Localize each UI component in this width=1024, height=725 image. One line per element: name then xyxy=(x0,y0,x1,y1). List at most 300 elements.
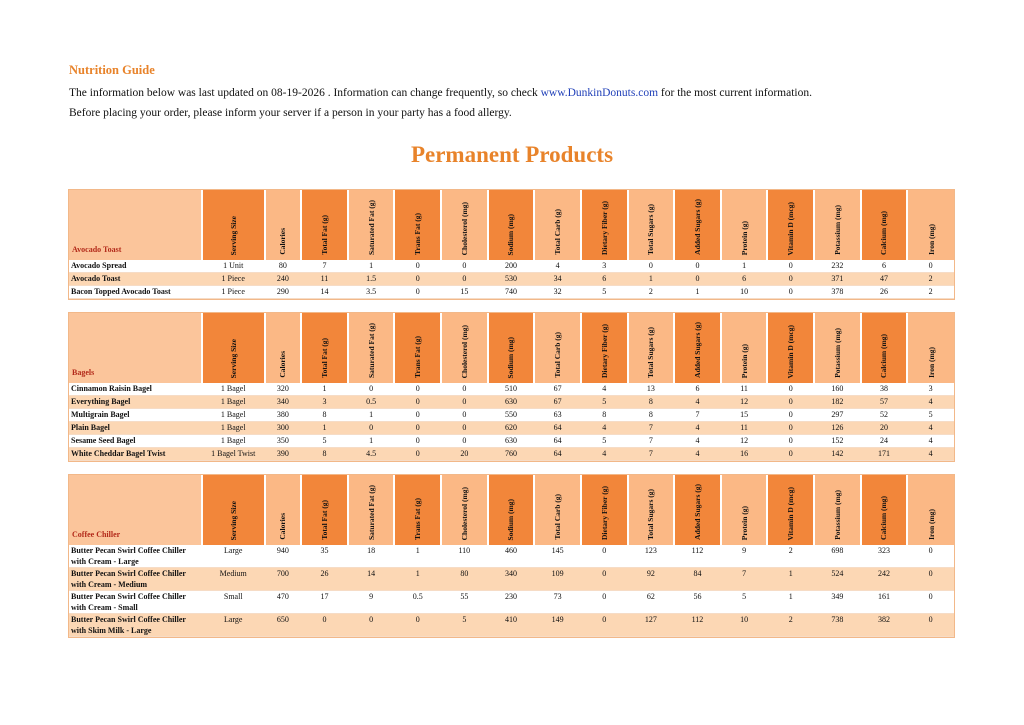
cell-cholesterol-mg: 0 xyxy=(441,435,488,448)
cell-vitamin-d-mcg: 0 xyxy=(767,286,814,299)
column-header-label: Potassium (mg) xyxy=(832,490,842,540)
cell-total-sugars-g: 7 xyxy=(628,435,675,448)
column-header-calories xyxy=(265,190,301,260)
cell-added-sugars-g: 4 xyxy=(674,396,721,409)
column-header-label: Potassium (mg) xyxy=(832,205,842,255)
column-header-vitamin-d-mcg xyxy=(767,313,814,383)
column-header-cholesterol-mg xyxy=(441,313,488,383)
column-header-label: Vitamin D (mcg) xyxy=(786,486,796,540)
column-header-calcium-mg xyxy=(861,313,908,383)
cell-calories: 940 xyxy=(265,545,301,568)
column-header-protein-g xyxy=(721,313,768,383)
cell-iron-mg: 0 xyxy=(907,568,954,591)
cell-calories: 300 xyxy=(265,422,301,435)
cell-dietary-fiber-g: 6 xyxy=(581,273,628,286)
cell-calcium-mg: 6 xyxy=(861,260,908,273)
column-header-label: Cholesterol (mg) xyxy=(459,486,469,540)
cell-added-sugars-g: 0 xyxy=(674,273,721,286)
column-header-label: Protein (g) xyxy=(739,220,749,255)
column-header-label: Dietary Fiber (g) xyxy=(599,485,609,540)
column-header-label: Total Sugars (g) xyxy=(646,204,656,255)
cell-dietary-fiber-g: 0 xyxy=(581,591,628,614)
coffee-chiller-table-block xyxy=(68,474,955,638)
cell-sodium-mg: 510 xyxy=(488,383,535,396)
cell-iron-mg: 0 xyxy=(907,614,954,637)
item-name: Everything Bagel xyxy=(69,396,202,409)
cell-total-carb-g: 73 xyxy=(534,591,581,614)
cell-saturated-fat-g: 0 xyxy=(348,614,395,637)
cell-potassium-mg: 152 xyxy=(814,435,861,448)
cell-total-sugars-g: 0 xyxy=(628,260,675,273)
item-name: Plain Bagel xyxy=(69,422,202,435)
cell-saturated-fat-g: 4.5 xyxy=(348,448,395,461)
cell-serving-size: 1 Bagel xyxy=(202,409,265,422)
table-row xyxy=(69,260,954,273)
cell-potassium-mg: 232 xyxy=(814,260,861,273)
cell-total-fat-g: 1 xyxy=(301,422,348,435)
cell-total-fat-g: 35 xyxy=(301,545,348,568)
cell-saturated-fat-g: 3.5 xyxy=(348,286,395,299)
cell-serving-size: 1 Bagel Twist xyxy=(202,448,265,461)
cell-trans-fat-g: 1 xyxy=(394,545,441,568)
cell-added-sugars-g: 84 xyxy=(674,568,721,591)
cell-iron-mg: 0 xyxy=(907,260,954,273)
cell-added-sugars-g: 7 xyxy=(674,409,721,422)
cell-total-carb-g: 109 xyxy=(534,568,581,591)
cell-potassium-mg: 297 xyxy=(814,409,861,422)
cell-serving-size: 1 Piece xyxy=(202,273,265,286)
update-notice-prefix: The information below was last updated on 08-19-2026 . Information can change frequently, so check xyxy=(69,87,541,99)
column-header-label: Calories xyxy=(278,228,288,255)
cell-vitamin-d-mcg: 0 xyxy=(767,273,814,286)
column-header-label: Sodium (mg) xyxy=(506,213,516,255)
bagels-table-block xyxy=(68,312,955,462)
column-header-label: Sodium (mg) xyxy=(506,336,516,378)
cell-iron-mg: 0 xyxy=(907,545,954,568)
cell-sodium-mg: 200 xyxy=(488,260,535,273)
column-header-label: Trans Fat (g) xyxy=(413,336,423,378)
cell-saturated-fat-g: 18 xyxy=(348,545,395,568)
cell-iron-mg: 2 xyxy=(907,273,954,286)
table-row xyxy=(69,435,954,448)
cell-dietary-fiber-g: 0 xyxy=(581,614,628,637)
cell-calcium-mg: 26 xyxy=(861,286,908,299)
cell-protein-g: 10 xyxy=(721,286,768,299)
item-name: White Cheddar Bagel Twist xyxy=(69,448,202,461)
cell-dietary-fiber-g: 4 xyxy=(581,448,628,461)
cell-total-fat-g: 8 xyxy=(301,409,348,422)
cell-vitamin-d-mcg: 2 xyxy=(767,614,814,637)
column-header-dietary-fiber-g xyxy=(581,190,628,260)
category-label: Bagels xyxy=(69,313,202,383)
table-row xyxy=(69,286,954,299)
column-header-total-fat-g xyxy=(301,313,348,383)
column-header-calories xyxy=(265,475,301,545)
cell-total-carb-g: 63 xyxy=(534,409,581,422)
cell-total-sugars-g: 1 xyxy=(628,273,675,286)
cell-total-fat-g: 7 xyxy=(301,260,348,273)
cell-iron-mg: 3 xyxy=(907,383,954,396)
table-row xyxy=(69,383,954,396)
cell-dietary-fiber-g: 4 xyxy=(581,422,628,435)
column-header-sodium-mg xyxy=(488,475,535,545)
cell-trans-fat-g: 0.5 xyxy=(394,591,441,614)
column-header-calcium-mg xyxy=(861,475,908,545)
cell-calcium-mg: 323 xyxy=(861,545,908,568)
cell-calcium-mg: 242 xyxy=(861,568,908,591)
avocado-toast-nutrition-table xyxy=(69,190,954,299)
column-header-iron-mg xyxy=(907,313,954,383)
column-header-serving-size xyxy=(202,313,265,383)
cell-total-fat-g: 8 xyxy=(301,448,348,461)
cell-trans-fat-g: 0 xyxy=(394,273,441,286)
column-header-label: Calcium (mg) xyxy=(879,496,889,540)
cell-vitamin-d-mcg: 0 xyxy=(767,260,814,273)
cell-protein-g: 6 xyxy=(721,273,768,286)
cell-trans-fat-g: 0 xyxy=(394,614,441,637)
cell-total-carb-g: 149 xyxy=(534,614,581,637)
cell-iron-mg: 5 xyxy=(907,409,954,422)
cell-calories: 380 xyxy=(265,409,301,422)
column-header-calcium-mg xyxy=(861,190,908,260)
cell-calories: 350 xyxy=(265,435,301,448)
cell-iron-mg: 4 xyxy=(907,396,954,409)
cell-total-sugars-g: 8 xyxy=(628,396,675,409)
cell-total-sugars-g: 92 xyxy=(628,568,675,591)
cell-cholesterol-mg: 20 xyxy=(441,448,488,461)
column-header-label: Dietary Fiber (g) xyxy=(599,200,609,255)
cell-calories: 290 xyxy=(265,286,301,299)
cell-calcium-mg: 20 xyxy=(861,422,908,435)
cell-vitamin-d-mcg: 1 xyxy=(767,568,814,591)
cell-added-sugars-g: 112 xyxy=(674,545,721,568)
column-header-vitamin-d-mcg xyxy=(767,475,814,545)
cell-trans-fat-g: 0 xyxy=(394,260,441,273)
cell-calcium-mg: 52 xyxy=(861,409,908,422)
cell-trans-fat-g: 0 xyxy=(394,448,441,461)
column-header-cholesterol-mg xyxy=(441,475,488,545)
column-header-label: Calcium (mg) xyxy=(879,211,889,255)
column-header-total-carb-g xyxy=(534,475,581,545)
allergy-notice: Before placing your order, please inform your server if a person in your party has a food allergy. xyxy=(69,107,512,119)
cell-iron-mg: 0 xyxy=(907,591,954,614)
cell-serving-size: 1 Bagel xyxy=(202,435,265,448)
column-header-label: Total Fat (g) xyxy=(319,215,329,255)
cell-cholesterol-mg: 0 xyxy=(441,422,488,435)
cell-trans-fat-g: 1 xyxy=(394,568,441,591)
cell-added-sugars-g: 4 xyxy=(674,422,721,435)
cell-cholesterol-mg: 0 xyxy=(441,409,488,422)
column-header-label: Potassium (mg) xyxy=(832,328,842,378)
column-header-total-carb-g xyxy=(534,313,581,383)
cell-total-carb-g: 67 xyxy=(534,383,581,396)
cell-saturated-fat-g: 0 xyxy=(348,422,395,435)
item-name: Avocado Toast xyxy=(69,273,202,286)
cell-vitamin-d-mcg: 0 xyxy=(767,448,814,461)
column-header-label: Vitamin D (mcg) xyxy=(786,324,796,378)
column-header-label: Total Sugars (g) xyxy=(646,327,656,378)
cell-serving-size: Medium xyxy=(202,568,265,591)
column-header-label: Total Carb (g) xyxy=(553,332,563,378)
cell-serving-size: Large xyxy=(202,614,265,637)
cell-added-sugars-g: 6 xyxy=(674,383,721,396)
cell-protein-g: 5 xyxy=(721,591,768,614)
cell-total-carb-g: 64 xyxy=(534,435,581,448)
cell-serving-size: Small xyxy=(202,591,265,614)
table-row xyxy=(69,273,954,286)
cell-trans-fat-g: 0 xyxy=(394,396,441,409)
cell-dietary-fiber-g: 3 xyxy=(581,260,628,273)
cell-trans-fat-g: 0 xyxy=(394,422,441,435)
column-header-total-fat-g xyxy=(301,475,348,545)
item-name: Sesame Seed Bagel xyxy=(69,435,202,448)
column-header-serving-size xyxy=(202,190,265,260)
column-header-total-fat-g xyxy=(301,190,348,260)
cell-potassium-mg: 142 xyxy=(814,448,861,461)
guide-title: Nutrition Guide xyxy=(69,63,155,77)
dunkin-website-link[interactable]: www.DunkinDonuts.com xyxy=(540,87,659,99)
column-header-label: Saturated Fat (g) xyxy=(366,200,376,255)
cell-saturated-fat-g: 1 xyxy=(348,435,395,448)
cell-potassium-mg: 524 xyxy=(814,568,861,591)
item-name: Butter Pecan Swirl Coffee Chiller with Skim Milk - Large xyxy=(69,614,202,637)
column-header-protein-g xyxy=(721,475,768,545)
cell-saturated-fat-g: 0.5 xyxy=(348,396,395,409)
cell-cholesterol-mg: 0 xyxy=(441,260,488,273)
column-header-label: Iron (mg) xyxy=(926,347,936,378)
table-row xyxy=(69,614,954,637)
column-header-label: Cholesterol (mg) xyxy=(459,324,469,378)
cell-total-fat-g: 14 xyxy=(301,286,348,299)
cell-serving-size: 1 Piece xyxy=(202,286,265,299)
cell-cholesterol-mg: 0 xyxy=(441,396,488,409)
update-notice xyxy=(69,87,812,99)
cell-calcium-mg: 171 xyxy=(861,448,908,461)
cell-total-sugars-g: 7 xyxy=(628,422,675,435)
table-row xyxy=(69,422,954,435)
cell-added-sugars-g: 1 xyxy=(674,286,721,299)
column-header-potassium-mg xyxy=(814,190,861,260)
cell-potassium-mg: 349 xyxy=(814,591,861,614)
cell-total-carb-g: 67 xyxy=(534,396,581,409)
category-label: Coffee Chiller xyxy=(69,475,202,545)
cell-calcium-mg: 47 xyxy=(861,273,908,286)
cell-calcium-mg: 161 xyxy=(861,591,908,614)
column-header-trans-fat-g xyxy=(394,475,441,545)
column-header-label: Cholesterol (mg) xyxy=(459,201,469,255)
column-header-saturated-fat-g xyxy=(348,313,395,383)
column-header-iron-mg xyxy=(907,475,954,545)
table-header-row xyxy=(69,475,954,545)
category-label: Avocado Toast xyxy=(69,190,202,260)
column-header-label: Total Fat (g) xyxy=(319,338,329,378)
cell-calories: 470 xyxy=(265,591,301,614)
cell-dietary-fiber-g: 8 xyxy=(581,409,628,422)
column-header-label: Dietary Fiber (g) xyxy=(599,323,609,378)
cell-added-sugars-g: 56 xyxy=(674,591,721,614)
cell-total-sugars-g: 127 xyxy=(628,614,675,637)
table-row xyxy=(69,396,954,409)
cell-sodium-mg: 620 xyxy=(488,422,535,435)
cell-total-fat-g: 0 xyxy=(301,614,348,637)
table-header-row xyxy=(69,190,954,260)
cell-sodium-mg: 230 xyxy=(488,591,535,614)
cell-potassium-mg: 698 xyxy=(814,545,861,568)
column-header-trans-fat-g xyxy=(394,190,441,260)
cell-vitamin-d-mcg: 0 xyxy=(767,409,814,422)
column-header-label: Iron (mg) xyxy=(926,509,936,540)
cell-calories: 80 xyxy=(265,260,301,273)
cell-protein-g: 9 xyxy=(721,545,768,568)
update-notice-suffix: for the most current information. xyxy=(658,87,812,99)
table-row xyxy=(69,568,954,591)
item-name: Avocado Spread xyxy=(69,260,202,273)
cell-added-sugars-g: 4 xyxy=(674,435,721,448)
column-header-total-carb-g xyxy=(534,190,581,260)
column-header-total-sugars-g xyxy=(628,313,675,383)
cell-total-sugars-g: 8 xyxy=(628,409,675,422)
cell-calories: 240 xyxy=(265,273,301,286)
column-header-label: Protein (g) xyxy=(739,343,749,378)
cell-protein-g: 16 xyxy=(721,448,768,461)
cell-trans-fat-g: 0 xyxy=(394,409,441,422)
cell-added-sugars-g: 4 xyxy=(674,448,721,461)
cell-cholesterol-mg: 110 xyxy=(441,545,488,568)
cell-serving-size: 1 Bagel xyxy=(202,383,265,396)
cell-cholesterol-mg: 5 xyxy=(441,614,488,637)
column-header-trans-fat-g xyxy=(394,313,441,383)
cell-total-carb-g: 145 xyxy=(534,545,581,568)
cell-serving-size: 1 Unit xyxy=(202,260,265,273)
cell-protein-g: 12 xyxy=(721,435,768,448)
item-name: Multigrain Bagel xyxy=(69,409,202,422)
cell-calcium-mg: 24 xyxy=(861,435,908,448)
cell-dietary-fiber-g: 0 xyxy=(581,545,628,568)
column-header-label: Serving Size xyxy=(228,338,238,378)
column-header-label: Iron (mg) xyxy=(926,224,936,255)
cell-trans-fat-g: 0 xyxy=(394,286,441,299)
column-header-label: Total Carb (g) xyxy=(553,494,563,540)
cell-sodium-mg: 340 xyxy=(488,568,535,591)
cell-cholesterol-mg: 15 xyxy=(441,286,488,299)
column-header-label: Calories xyxy=(278,351,288,378)
cell-total-sugars-g: 2 xyxy=(628,286,675,299)
table-row xyxy=(69,448,954,461)
cell-saturated-fat-g: 14 xyxy=(348,568,395,591)
cell-sodium-mg: 410 xyxy=(488,614,535,637)
cell-protein-g: 1 xyxy=(721,260,768,273)
cell-vitamin-d-mcg: 0 xyxy=(767,396,814,409)
cell-potassium-mg: 160 xyxy=(814,383,861,396)
cell-sodium-mg: 760 xyxy=(488,448,535,461)
cell-protein-g: 15 xyxy=(721,409,768,422)
table-row xyxy=(69,591,954,614)
bagels-nutrition-table xyxy=(69,313,954,461)
cell-iron-mg: 2 xyxy=(907,286,954,299)
cell-iron-mg: 4 xyxy=(907,448,954,461)
cell-total-fat-g: 17 xyxy=(301,591,348,614)
column-header-sodium-mg xyxy=(488,313,535,383)
cell-calcium-mg: 38 xyxy=(861,383,908,396)
column-header-label: Added Sugars (g) xyxy=(692,199,702,255)
cell-protein-g: 10 xyxy=(721,614,768,637)
column-header-label: Sodium (mg) xyxy=(506,498,516,540)
cell-trans-fat-g: 0 xyxy=(394,435,441,448)
cell-cholesterol-mg: 0 xyxy=(441,273,488,286)
cell-vitamin-d-mcg: 0 xyxy=(767,435,814,448)
cell-cholesterol-mg: 0 xyxy=(441,383,488,396)
column-header-saturated-fat-g xyxy=(348,190,395,260)
table-row xyxy=(69,545,954,568)
cell-calories: 650 xyxy=(265,614,301,637)
cell-saturated-fat-g: 1.5 xyxy=(348,273,395,286)
cell-potassium-mg: 371 xyxy=(814,273,861,286)
column-header-label: Serving Size xyxy=(228,215,238,255)
cell-protein-g: 12 xyxy=(721,396,768,409)
avocado-toast-table-block xyxy=(68,189,955,300)
cell-dietary-fiber-g: 5 xyxy=(581,286,628,299)
table-header-row xyxy=(69,313,954,383)
cell-serving-size: 1 Bagel xyxy=(202,422,265,435)
cell-vitamin-d-mcg: 1 xyxy=(767,591,814,614)
column-header-label: Total Fat (g) xyxy=(319,500,329,540)
column-header-vitamin-d-mcg xyxy=(767,190,814,260)
column-header-label: Protein (g) xyxy=(739,505,749,540)
column-header-label: Vitamin D (mcg) xyxy=(786,201,796,255)
column-header-label: Total Sugars (g) xyxy=(646,489,656,540)
cell-total-fat-g: 26 xyxy=(301,568,348,591)
column-header-dietary-fiber-g xyxy=(581,313,628,383)
item-name: Butter Pecan Swirl Coffee Chiller with Cream - Small xyxy=(69,591,202,614)
column-header-label: Total Carb (g) xyxy=(553,209,563,255)
coffee-chiller-nutrition-table xyxy=(69,475,954,637)
cell-total-sugars-g: 123 xyxy=(628,545,675,568)
cell-cholesterol-mg: 80 xyxy=(441,568,488,591)
cell-saturated-fat-g: 1 xyxy=(348,409,395,422)
cell-potassium-mg: 126 xyxy=(814,422,861,435)
column-header-added-sugars-g xyxy=(674,313,721,383)
cell-sodium-mg: 630 xyxy=(488,435,535,448)
cell-sodium-mg: 630 xyxy=(488,396,535,409)
column-header-label: Calories xyxy=(278,513,288,540)
column-header-potassium-mg xyxy=(814,475,861,545)
cell-total-carb-g: 64 xyxy=(534,448,581,461)
column-header-label: Saturated Fat (g) xyxy=(366,485,376,540)
cell-dietary-fiber-g: 5 xyxy=(581,435,628,448)
cell-total-fat-g: 1 xyxy=(301,383,348,396)
cell-total-fat-g: 3 xyxy=(301,396,348,409)
item-name: Bacon Topped Avocado Toast xyxy=(69,286,202,299)
cell-potassium-mg: 738 xyxy=(814,614,861,637)
item-name: Cinnamon Raisin Bagel xyxy=(69,383,202,396)
column-header-total-sugars-g xyxy=(628,190,675,260)
cell-added-sugars-g: 112 xyxy=(674,614,721,637)
cell-saturated-fat-g: 1 xyxy=(348,260,395,273)
cell-serving-size: 1 Bagel xyxy=(202,396,265,409)
cell-calories: 390 xyxy=(265,448,301,461)
cell-protein-g: 11 xyxy=(721,383,768,396)
cell-iron-mg: 4 xyxy=(907,422,954,435)
item-name: Butter Pecan Swirl Coffee Chiller with Cream - Large xyxy=(69,545,202,568)
cell-calories: 700 xyxy=(265,568,301,591)
cell-total-carb-g: 32 xyxy=(534,286,581,299)
column-header-serving-size xyxy=(202,475,265,545)
cell-sodium-mg: 740 xyxy=(488,286,535,299)
cell-total-fat-g: 11 xyxy=(301,273,348,286)
column-header-label: Saturated Fat (g) xyxy=(366,323,376,378)
cell-total-carb-g: 64 xyxy=(534,422,581,435)
column-header-label: Serving Size xyxy=(228,500,238,540)
